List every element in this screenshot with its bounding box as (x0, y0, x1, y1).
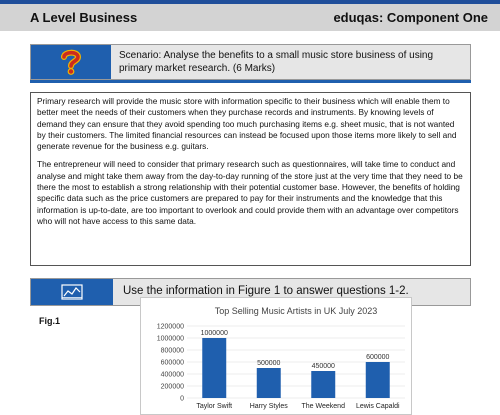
bar (202, 338, 226, 398)
data-label: 450000 (311, 363, 335, 370)
scenario-panel (30, 44, 471, 80)
page-header (0, 4, 500, 31)
x-tick-label: Harry Styles (249, 403, 288, 410)
question-mark-icon (60, 49, 82, 75)
figure-label: Fig.1 (39, 316, 61, 326)
chart-title: Top Selling Music Artists in UK July 2023 (214, 306, 378, 316)
bar (366, 362, 390, 398)
y-tick-label: 200000 (160, 383, 184, 391)
y-tick-label: 1200000 (156, 323, 184, 331)
scenario-icon-box (31, 45, 111, 79)
y-tick-label: 1000000 (156, 335, 184, 343)
bar (311, 371, 335, 398)
y-tick-label: 600000 (160, 359, 184, 367)
data-label: 600000 (366, 354, 390, 361)
y-tick-label: 400000 (160, 371, 184, 379)
chart-svg (141, 298, 413, 415)
x-tick-label: Lewis Capaldi (355, 403, 400, 410)
x-tick-label: Taylor Swift (196, 403, 233, 410)
subject-title: A Level Business (30, 10, 138, 25)
bar (257, 368, 281, 398)
y-tick-label: 0 (180, 395, 184, 403)
scenario-underline (30, 80, 471, 83)
answer-paragraph-2: The entrepreneur will need to consider that primary research such as questionnaires, will take time to conduct and analyse and might take them away from the day-to-day running of the store just at the very time that they need to be there the most to establish a strong relationship with their potential customer base. However, the benefits of holding specific data such as the price customers are prepared to pay for their instruments and the knowledge that this information is up-to-date, are too important to overlook and could provide them with an advantage over competitors who will not have access to this same data. (37, 159, 463, 226)
x-tick-label: The Weekend (301, 403, 345, 410)
instruction-text: Use the information in Figure 1 to answer questions 1-2. (113, 279, 470, 305)
bar-chart (140, 297, 412, 415)
instruction-icon-box (31, 279, 113, 305)
exam-board-title: eduqas: Component One (333, 10, 488, 25)
chart-icon (61, 284, 83, 300)
answer-box (30, 92, 471, 266)
answer-paragraph-1: Primary research will provide the music store with information specific to their business which will enable them to better meet the needs of their customers when they purchase records and instruments. By knowing levels of demand they can ensure that they avoid spending too much purchasing items e.g. sheet music, that is not wanted by their customers. The limited financial resources can instead be focused upon those items more likely to sell and generate revenue for the business e.g. guitars. (37, 96, 457, 152)
scenario-text: Scenario: Analyse the benefits to a small music store business of using primary market research. (6 Marks) (111, 45, 470, 79)
data-label: 500000 (257, 360, 281, 367)
y-tick-label: 800000 (160, 347, 184, 355)
data-label: 1000000 (200, 330, 228, 337)
